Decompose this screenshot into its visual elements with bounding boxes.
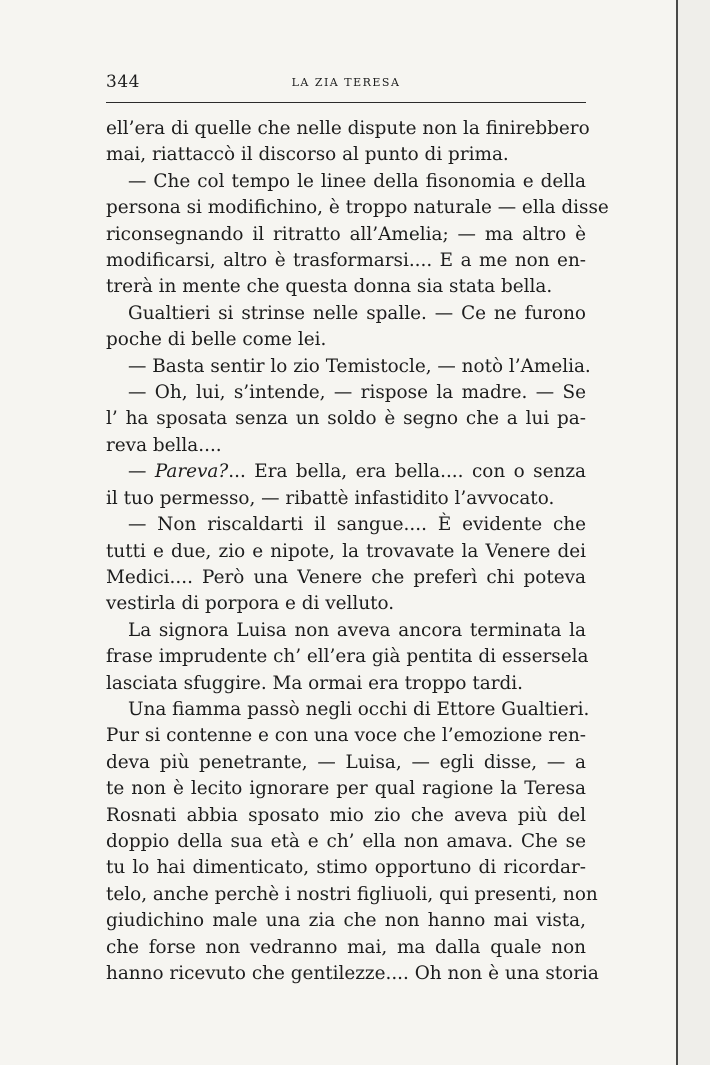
- text-line: ell’era di quelle che nelle dispute non la finirebbero: [106, 118, 590, 139]
- text-line: frase imprudente ch’ ell’era già pentita di essersela: [106, 646, 589, 668]
- text-line: il tuo permesso, — ribattè infastidito l’avvocato.: [106, 487, 555, 509]
- text-line: — Non riscaldarti il sangue.... È evidente che: [128, 514, 586, 536]
- text-line: riconsegnando il ritratto all’Amelia; — ma altro è: [106, 223, 586, 245]
- paragraph: [106, 169, 609, 301]
- text-line: giudichino male una zia che non hanno mai vista,: [106, 910, 586, 932]
- text-line: Gualtieri si strinse nelle spalle. — Ce ne furono: [128, 302, 586, 324]
- text-line: tutti e due, zio e nipote, la trovavate la Venere dei: [106, 540, 586, 562]
- text-line: lasciata sfuggire. Ma ormai era troppo tardi.: [106, 672, 523, 694]
- header-rule: [106, 102, 586, 103]
- paragraph: [106, 512, 586, 618]
- running-title: LA ZIA TERESA: [291, 76, 401, 89]
- text-line: deva più penetrante, — Luisa, — egli disse, — a: [106, 751, 586, 773]
- text-line: telo, anche perchè i nostri figliuoli, qui presenti, non: [106, 883, 598, 905]
- paragraph: [106, 697, 599, 987]
- text-line: poche di belle come lei.: [106, 329, 327, 351]
- body-text: [106, 116, 609, 987]
- text-line: vestirla di porpora e di velluto.: [106, 593, 395, 615]
- text-line: l’ ha sposata senza un soldo è segno che a lui pa-: [106, 408, 586, 430]
- page-header: [106, 70, 586, 96]
- paragraph: [106, 459, 586, 512]
- paragraph: [106, 354, 591, 380]
- text-line: — Pareva?... Era bella, era bella.... con o senza: [128, 461, 586, 483]
- text-line: te non è lecito ignorare per qual ragione la Teresa: [106, 778, 586, 800]
- text-line: — Basta sentir lo zio Temistocle, — notò l’Amelia.: [128, 355, 591, 377]
- text-line: Una fiamma passò negli occhi di Ettore Gualtieri.: [128, 698, 590, 720]
- text-line: Rosnati abbia sposato mio zio che aveva più del: [106, 804, 586, 826]
- text-line: mai, riattaccò il discorso al punto di prima.: [106, 144, 509, 166]
- text-line: trerà in mente che questa donna sia stata bella.: [106, 276, 553, 298]
- page-edge: [676, 0, 678, 1065]
- text-line: — Oh, lui, s’intende, — rispose la madre. — Se: [128, 382, 586, 404]
- paragraph: [106, 116, 590, 169]
- text-line: Medici.... Però una Venere che preferì chi poteva: [106, 566, 586, 588]
- text-line: Pur si contenne e con una voce che l’emozione ren-: [106, 725, 586, 747]
- text-line: reva bella....: [106, 434, 222, 456]
- text-line: modificarsi, altro è trasformarsi.... E a me non en-: [106, 250, 586, 272]
- text-line: — Che col tempo le linee della fisonomia e della: [128, 170, 586, 192]
- paragraph: [106, 301, 586, 354]
- scan-margin: [678, 0, 710, 1065]
- text-line: La signora Luisa non aveva ancora terminata la: [128, 619, 586, 641]
- page-number: 344: [106, 72, 140, 92]
- text-line: hanno ricevuto che gentilezze.... Oh non è una storia: [106, 963, 599, 984]
- text-line: persona si modifichino, è troppo naturale — ella disse: [106, 197, 609, 219]
- paragraph: [106, 618, 589, 697]
- text-line: doppio della sua età e ch’ ella non amava. Che se: [106, 830, 586, 852]
- text-line: che forse non vedranno mai, ma dalla quale non: [106, 936, 586, 958]
- paragraph: [106, 380, 586, 459]
- text-line: tu lo hai dimenticato, stimo opportuno di ricordar-: [106, 857, 586, 879]
